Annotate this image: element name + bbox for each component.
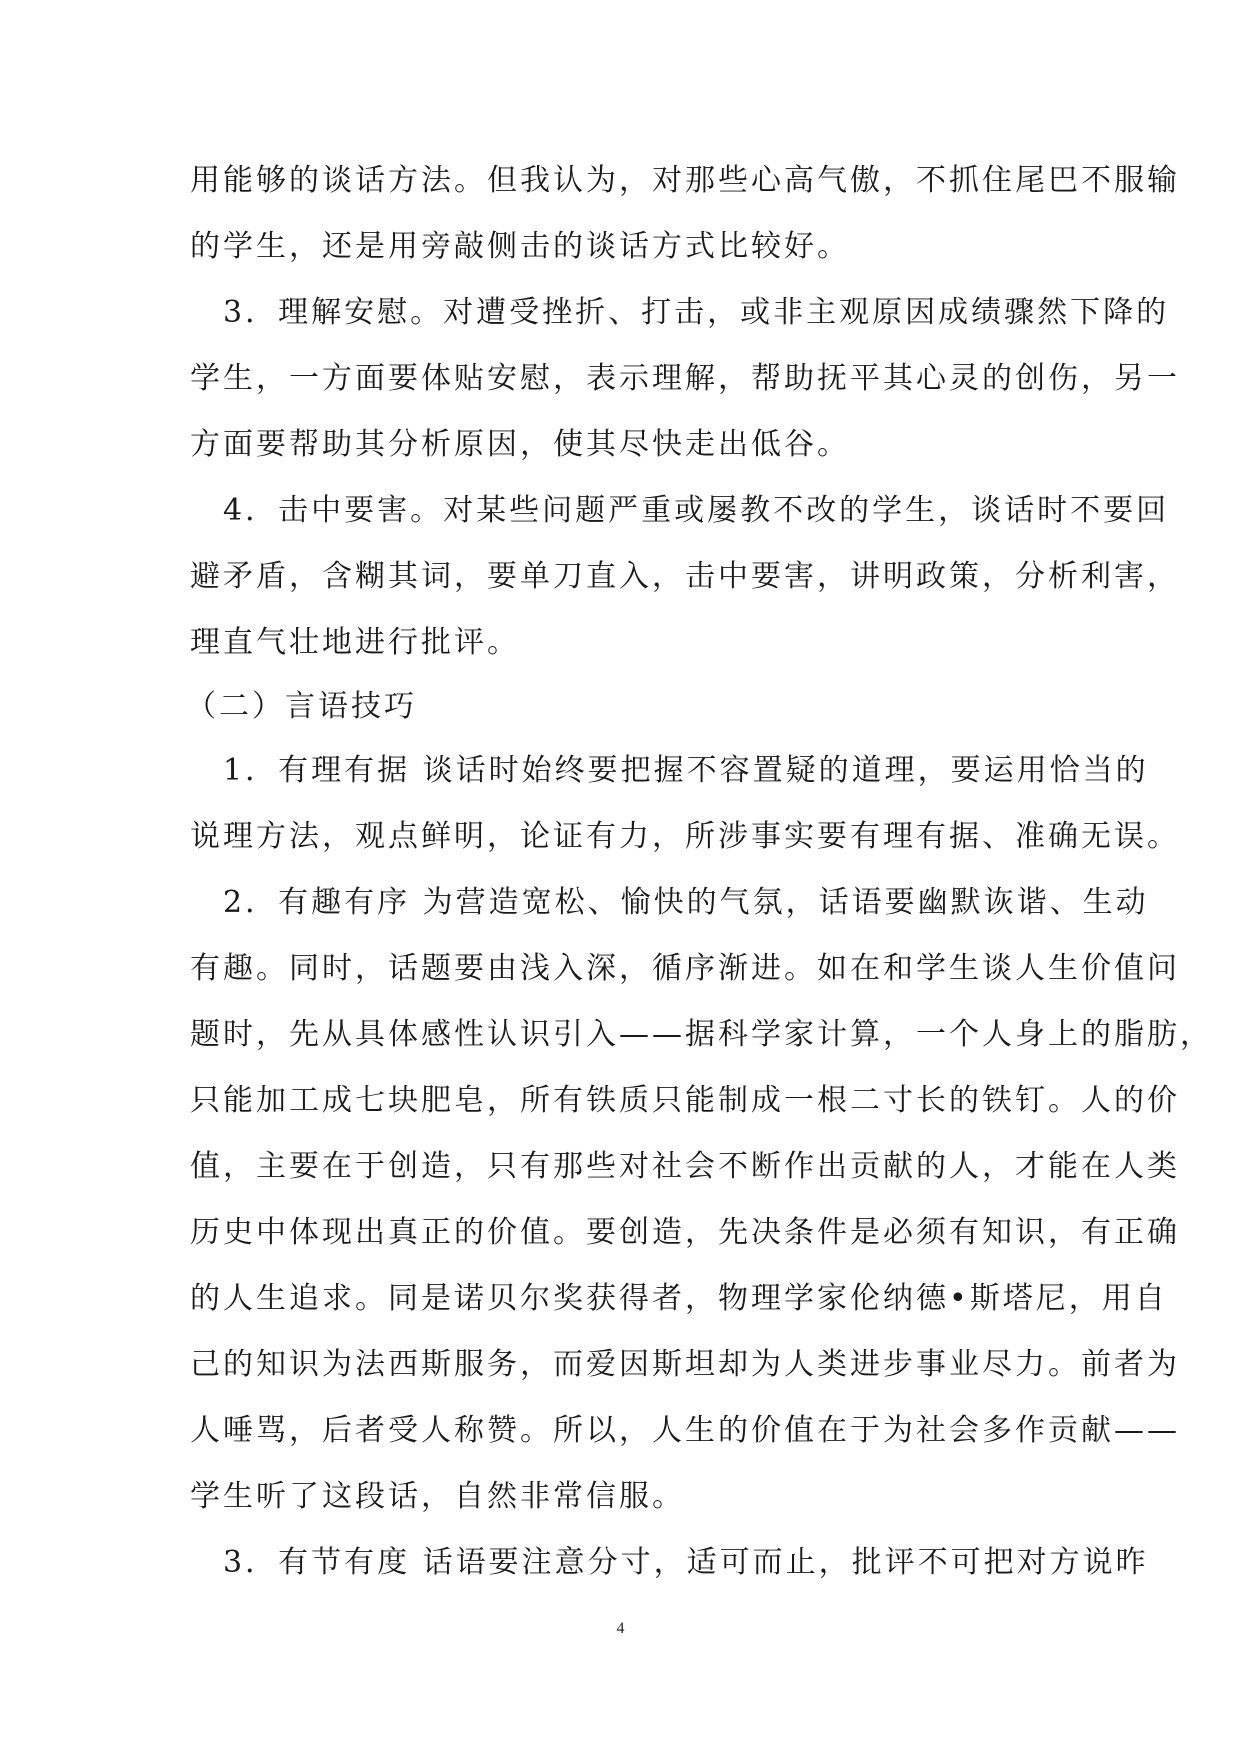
text-line: 2．有趣有序 为营造宽松、愉快的气氛，话语要幽默诙谐、生动 bbox=[190, 885, 1149, 920]
page-number: 4 bbox=[616, 1620, 625, 1637]
text-line: 只能加工成七块肥皂，所有铁质只能制成一根二寸长的铁钉。人的价 bbox=[190, 1083, 1180, 1118]
text-line: 说理方法，观点鲜明，论证有力，所涉事实要有理有据、准确无误。 bbox=[190, 819, 1180, 854]
text-line: 的学生，还是用旁敲侧击的谈话方式比较好。 bbox=[190, 229, 850, 264]
body-text bbox=[186, 148, 1213, 1596]
section-heading: （二）言语技巧 bbox=[186, 689, 417, 724]
text-line: 1．有理有据 谈话时始终要把握不容置疑的道理，要运用恰当的 bbox=[190, 753, 1149, 788]
text-line: 3．有节有度 话语要注意分寸，适可而止，批评不可把对方说昨 bbox=[190, 1545, 1149, 1580]
text-line: 避矛盾，含糊其词，要单刀直入，击中要害，讲明政策，分析利害， bbox=[190, 559, 1180, 594]
text-line: 历史中体现出真正的价值。要创造，先决条件是必须有知识，有正确 bbox=[190, 1215, 1180, 1250]
text-line: 方面要帮助其分析原因，使其尽快走出低谷。 bbox=[190, 427, 850, 462]
text-line: 己的知识为法西斯服务，而爱因斯坦却为人类进步事业尽力。前者为 bbox=[190, 1347, 1180, 1382]
text-line: 学生，一方面要体贴安慰，表示理解，帮助抚平其心灵的创伤，另一 bbox=[190, 361, 1180, 396]
text-line: 有趣。同时，话题要由浅入深，循序渐进。如在和学生谈人生价值问 bbox=[190, 951, 1180, 986]
text-line: 题时，先从具体感性认识引入——据科学家计算，一个人身上的脂肪， bbox=[190, 1017, 1213, 1052]
text-line: 学生听了这段话，自然非常信服。 bbox=[190, 1479, 685, 1514]
text-line: 值，主要在于创造，只有那些对社会不断作出贡献的人，才能在人类 bbox=[190, 1149, 1180, 1184]
text-line: 3．理解安慰。对遭受挫折、打击，或非主观原因成绩骤然下降的 bbox=[190, 295, 1170, 330]
text-line: 的人生追求。同是诺贝尔奖获得者，物理学家伦纳德•斯塔尼，用自 bbox=[190, 1281, 1168, 1316]
text-line: 人唾骂，后者受人称赞。所以，人生的价值在于为社会多作贡献—— bbox=[190, 1413, 1180, 1448]
text-line: 理直气壮地进行批评。 bbox=[190, 625, 520, 660]
text-line: 4．击中要害。对某些问题严重或屡教不改的学生，谈话时不要回 bbox=[190, 493, 1170, 528]
text-line: 用能够的谈话方法。但我认为，对那些心高气傲，不抓住尾巴不服输 bbox=[190, 163, 1180, 198]
